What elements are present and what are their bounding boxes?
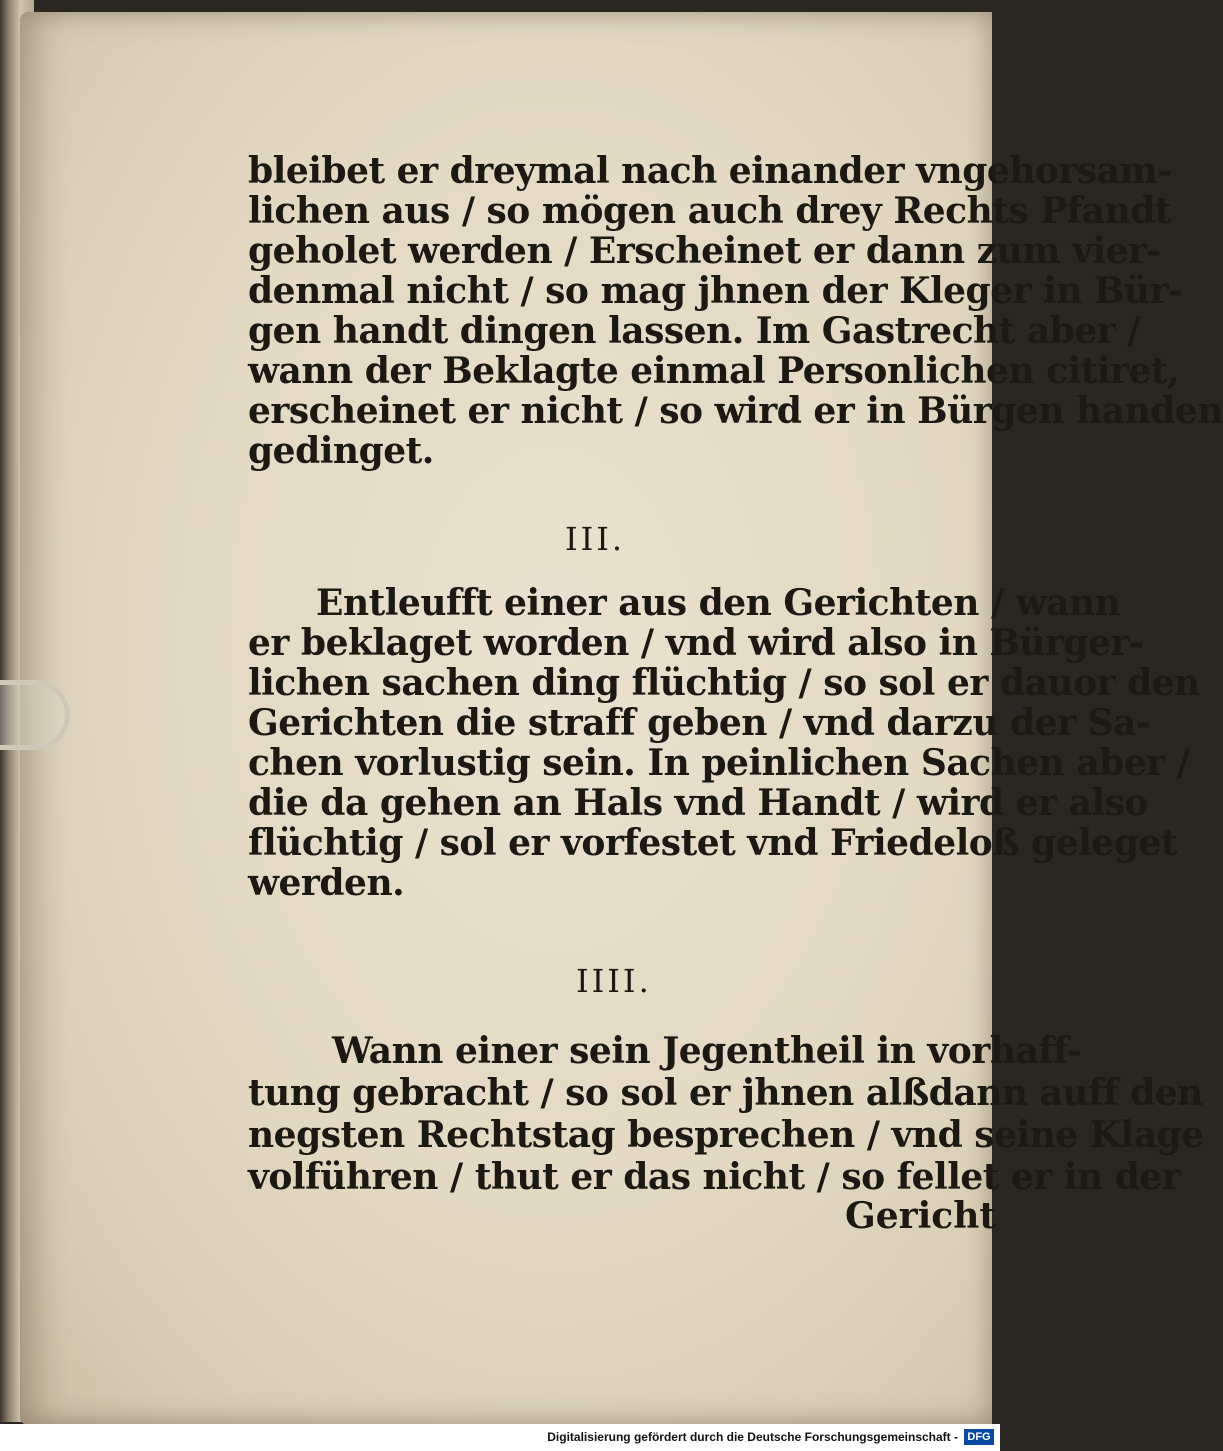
section-heading-iii: III. — [565, 520, 626, 558]
footer-credit: Digitalisierung gefördert durch die Deutsche Forschungsgemeinschaft - — [547, 1430, 958, 1444]
text-line: volführen / thut er das nicht / so fellet er in der — [248, 1156, 1181, 1198]
text-line: tung gebracht / so sol er jhnen alßdann auff den — [248, 1072, 1203, 1114]
text-line: werden. — [248, 862, 405, 904]
text-line: erscheinet er nicht / so wird er in Bürgen handen — [248, 390, 1223, 432]
text-line: die da gehen an Hals vnd Handt / wird er also — [248, 782, 1148, 824]
text-line: Gerichten die straff geben / vnd darzu der Sa- — [248, 702, 1151, 744]
section-heading-iiii: IIII. — [576, 962, 652, 1000]
text-line: gedinget. — [248, 430, 434, 472]
text-line: gen handt dingen lassen. Im Gastrecht aber / — [248, 310, 1140, 352]
text-line: bleibet er dreymal nach einander vngehorsam- — [248, 150, 1172, 192]
text-line: er beklaget worden / vnd wird also in Bürger- — [248, 622, 1144, 664]
text-line: Entleufft einer aus den Gerichten / wann — [316, 582, 1121, 624]
text-line: lichen sachen ding flüchtig / so sol er dauor den — [248, 662, 1200, 704]
text-line: chen vorlustig sein. In peinlichen Sachen aber / — [248, 742, 1190, 784]
text-line: flüchtig / sol er vorfestet vnd Friedeloß geleget — [248, 822, 1178, 864]
paper-clip — [0, 680, 70, 750]
text-line: negsten Rechtstag besprechen / vnd seine Klage — [248, 1114, 1204, 1156]
text-line: lichen aus / so mögen auch drey Rechts Pfandt — [248, 190, 1172, 232]
footer-bar — [0, 1424, 1000, 1451]
text-line: denmal nicht / so mag jhnen der Kleger in Bür- — [248, 270, 1183, 312]
catchword: Gericht — [845, 1195, 997, 1237]
text-line: Wann einer sein Jegentheil in vorhaff- — [332, 1030, 1082, 1072]
text-line: geholet werden / Erscheinet er dann zum vier- — [248, 230, 1161, 272]
text-line: wann der Beklagte einmal Personlichen citiret, — [248, 350, 1180, 392]
dfg-logo: DFG — [964, 1429, 994, 1445]
